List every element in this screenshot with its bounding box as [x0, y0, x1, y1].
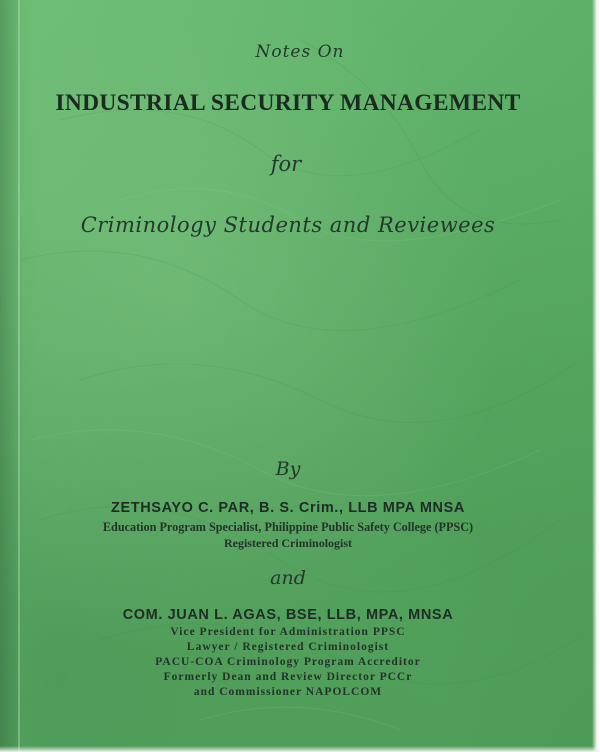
- author1-position: Education Program Specialist, Philippine Public Safety College (PPSC): [102, 520, 474, 534]
- author2-position: Vice President for Administration PPSC: [170, 626, 406, 638]
- series-label: Notes On: [255, 42, 345, 62]
- author1-credential: Registered Criminologist: [223, 536, 353, 550]
- author2-credential: Lawyer / Registered Criminologist: [186, 641, 390, 653]
- book-subtitle: Criminology Students and Reviewees: [80, 213, 496, 237]
- bottom-edge: [0, 746, 600, 752]
- by-label: By: [275, 458, 301, 480]
- book-title: INDUSTRIAL SECURITY MANAGEMENT: [55, 90, 521, 116]
- author1-name: ZETHSAYO C. PAR, B. S. Crim., LLB MPA MNSA: [111, 500, 465, 516]
- author2-commissioner: and Commissioner NAPOLCOM: [193, 686, 383, 698]
- author2-name: COM. JUAN L. AGAS, BSE, LLB, MPA, MNSA: [122, 607, 454, 623]
- for-label: for: [270, 152, 302, 176]
- page-edge: [592, 0, 600, 752]
- and-label: and: [270, 567, 306, 589]
- author2-accreditor: PACU-COA Criminology Program Accreditor: [155, 656, 421, 668]
- author2-former-role: Formerly Dean and Review Director PCCr: [163, 671, 413, 683]
